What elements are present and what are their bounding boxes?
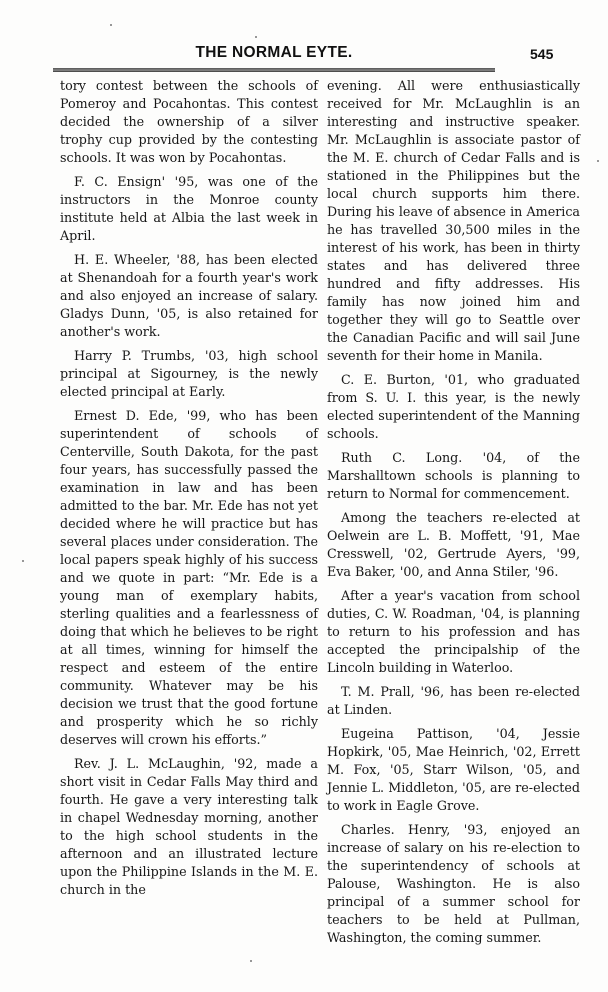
paragraph-mclaughin: Rev. J. L. McLaughin, '92, made a short visit in Cedar Falls May third and fourth. He gave a very interesting talk in chapel Wednesday morning, another to the high school students in the afternoon and an illustrated lecture upon the Philippine Islands in the M. E. church in the bbox=[60, 756, 318, 897]
scan-speck bbox=[250, 960, 252, 962]
paragraph-henry: Charles. Henry, '93, enjoyed an increase of salary on his re-election to the superintendency of schools at Palouse, Washington. He is also principal of a summer school for teachers to be held at Pullman, Washington, the coming summer. bbox=[327, 822, 580, 945]
paragraph-eagle-grove: Eugeina Pattison, '04, Jessie Hopkirk, '05, Mae Heinrich, '02, Errett M. Fox, '05, Starr Wilson, '05, and Jennie L. Middleton, '05, are re-elected to work in Eagle Grove. bbox=[327, 726, 580, 813]
page-number: 545 bbox=[530, 46, 554, 62]
header-rule bbox=[53, 68, 495, 72]
scan-speck bbox=[110, 24, 112, 26]
paragraph-oelwein-teachers: Among the teachers re-elected at Oelwein are L. B. Moffett, '91, Mae Cresswell, '02, Gertrude Ayers, '99, Eva Baker, '00, and Anna Stiler, '96. bbox=[327, 510, 580, 579]
paragraph-mclaughlin-continued: evening. All were enthusiastically received for Mr. McLaughlin is an interesting and instructive speaker. Mr. McLaughlin is associate pastor of the M. E. church of Cedar Falls and is stationed in the Philippines but the local church supports him there. During his leave of absence in America he has travelled 30,500 miles in the interest of his work, has been in thirty states and has delivered three hundred and fifty addresses. His family has now joined him and together they will go to Seattle over the Canadian Pacific and will sail June seventh for their home in Manila. bbox=[327, 78, 580, 363]
paragraph-long: Ruth C. Long. '04, of the Marshalltown schools is planning to return to Normal for commencement. bbox=[327, 450, 580, 501]
running-header bbox=[53, 44, 495, 68]
paragraph-prall: T. M. Prall, '96, has been re-elected at Linden. bbox=[327, 684, 580, 717]
paragraph-trumbs: Harry P. Trumbs, '03, high school principal at Sigourney, is the newly elected principal at Early. bbox=[60, 348, 318, 399]
scan-speck bbox=[22, 560, 24, 562]
paragraph-ensign: F. C. Ensign' '95, was one of the instructors in the Monroe county institute held at Albia the last week in April. bbox=[60, 174, 318, 243]
paragraph-roadman: After a year's vacation from school duties, C. W. Roadman, '04, is planning to return to his profession and has accepted the principalship of the Lincoln building in Waterloo. bbox=[327, 588, 580, 675]
paragraph-burton: C. E. Burton, '01, who graduated from S. U. I. this year, is the newly elected superintendent of the Manning schools. bbox=[327, 372, 580, 441]
scan-speck bbox=[255, 36, 257, 38]
paragraph-ede: Ernest D. Ede, '99, who has been superintendent of schools of Centerville, South Dakota, for the past four years, has successfully passed the examination in law and has been admitted to the bar. Mr. Ede has not yet decided where he will practice but has several places under consideration. The local papers speak highly of his success and we quote in part: “Mr. Ede is a young man of exemplary habits, sterling qualities and a fearlessness of doing that which he believes to be right at all times, winning for himself the respect and esteem of the entire community. Whatever may be his decision we trust that the good fortune and prosperity which he so richly deserves will crown his efforts.” bbox=[60, 408, 318, 747]
right-column bbox=[327, 77, 580, 953]
paragraph-wheeler: H. E. Wheeler, '88, has been elected at Shenandoah for a fourth year's work and also enjoyed an increase of salary. Gladys Dunn, '05, is also retained for another's work. bbox=[60, 252, 318, 339]
paragraph-oratory-contest: tory contest between the schools of Pomeroy and Pocahontas. This contest decided the ownership of a silver trophy cup provided by the contesting schools. It was won by Pocahontas. bbox=[60, 78, 318, 165]
left-column bbox=[60, 77, 318, 905]
scan-speck bbox=[597, 160, 599, 162]
journal-title: THE NORMAL EYTE. bbox=[195, 44, 353, 61]
